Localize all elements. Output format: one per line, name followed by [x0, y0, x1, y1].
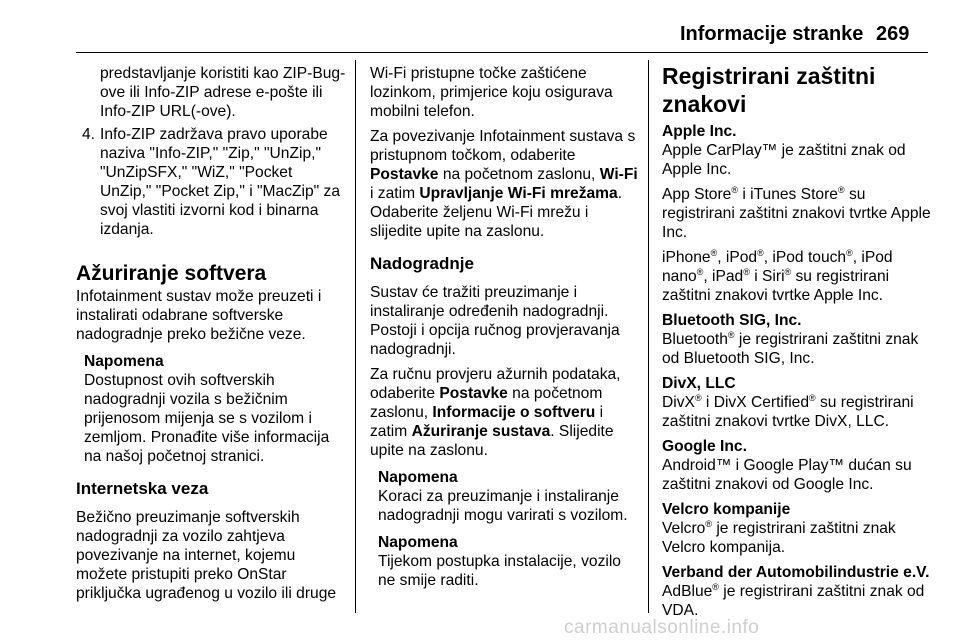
menu-ref-settings: Postavke: [370, 166, 439, 183]
note-text: Dostupnost ovih softverskih nadogradnji vozila s bežičnim prijenosom mijenja se s vozilom i zemljom. Pronađite više informacija na našoj početnoj stranici.: [84, 372, 330, 465]
watermark: carmanualsonline.info: [564, 617, 760, 638]
list-item-continued: predstavljanje koristiti kao ZIP-Bug-ove ili Info-ZIP adrese e-pošte ili Info-ZIP URL(-ove).: [100, 65, 346, 120]
note-title: Napomena: [378, 469, 458, 486]
menu-ref-wifi: Wi-Fi: [599, 166, 638, 183]
trademark-owner-google: Google Inc.: [662, 438, 747, 455]
list-item-text: Info-ZIP zadržava pravo uporabe naziva "Info-ZIP," "Zip," "UnZip," "UnZipSFX," "WiZ," "Pocket UnZip," "Pocket Zip," i "MacZip" za svoj vlastiti izvorni kod i binarna izdanja.: [100, 126, 340, 238]
column-divider-2: [648, 60, 649, 613]
trademark-owner-velcro: Velcro kompanije: [662, 501, 791, 518]
page-number: 269: [876, 23, 910, 45]
paragraph: Sustav će tražiti preuzimanje i instaliranje određenih nadogradnji. Postoji i opcija ručnog provjeravanja nadogradnji.: [370, 284, 620, 358]
trademark-owner-bluetooth: Bluetooth SIG, Inc.: [662, 312, 802, 329]
section-heading-software-update: Ažuriranje softvera: [76, 262, 267, 285]
subsection-heading-internet: Internetska veza: [76, 479, 209, 498]
menu-ref-settings: Postavke: [439, 385, 508, 402]
paragraph: iPhone®, iPod®, iPod touch®, iPod nano®, iPad® i Siri® su registrirani zaštitni znakovi tvrtke Apple Inc.: [662, 247, 893, 304]
paragraph: Velcro® je registrirani zaštitni znak Velcro kompanija.: [662, 518, 896, 556]
trademark-owner-divx: DivX, LLC: [662, 375, 736, 392]
paragraph: Wi-Fi pristupne točke zaštićene lozinkom, primjerice koju osigurava mobilni telefon.: [370, 65, 613, 120]
paragraph: Apple CarPlay™ je zaštitni znak od Apple Inc.: [662, 142, 906, 178]
column-2: [370, 64, 640, 590]
paragraph: Android™ i Google Play™ dućan su zaštitni znakovi od Google Inc.: [662, 457, 912, 493]
paragraph: Bluetooth® je registrirani zaštitni znak od Bluetooth SIG, Inc.: [662, 329, 919, 367]
column-1: [76, 64, 348, 603]
subsection-heading-updates: Nadogradnje: [370, 254, 474, 273]
paragraph-connect: Za povezivanje Infotainment sustava s pristupnom točkom, odaberite Postavke na početnom zaslonu, Wi-Fi i zatim Upravljanje Wi-Fi mrežama. Odaberite željenu Wi-Fi mrežu i slijedite upite na zaslonu.: [370, 128, 638, 240]
note-box: [370, 533, 640, 590]
list-item-4: [76, 125, 348, 239]
running-header-title: Informacije stranke: [680, 23, 864, 45]
menu-ref-software-info: Informacije o softveru: [432, 404, 596, 421]
trademark-owner-vda: Verband der Automobilindustrie e.V.: [662, 564, 930, 581]
header-rule: [76, 52, 928, 53]
paragraph: DivX® i DivX Certified® su registrirani zaštitni znakovi tvrtke DivX, LLC.: [662, 392, 914, 430]
column-divider-1: [355, 60, 356, 613]
paragraph: Infotainment sustav može preuzeti i instalirati odabrane softverske nadogradnje preko bežične veze.: [76, 288, 322, 343]
note-box: [76, 352, 348, 466]
column-3: [662, 64, 932, 620]
menu-ref-system-update: Ažuriranje sustava: [411, 423, 551, 440]
note-text: Tijekom postupka instalacije, vozilo ne smije raditi.: [378, 553, 621, 589]
note-title: Napomena: [84, 353, 164, 370]
note-title: Napomena: [378, 534, 458, 551]
paragraph-manual-check: Za ručnu provjeru ažurnih podataka, odaberite Postavke na početnom zaslonu, Informacije o softveru i zatim Ažuriranje sustava. Slijedite upite na zaslonu.: [370, 366, 621, 459]
note-text: Koraci za preuzimanje i instaliranje nadogradnji mogu varirati s vozilom.: [378, 488, 628, 524]
menu-ref-manage-wifi: Upravljanje Wi-Fi mrežama: [419, 185, 618, 202]
note-box: [370, 468, 640, 525]
section-heading-trademarks: Registrirani zaštitni znakovi: [662, 63, 876, 117]
trademark-owner-apple: Apple Inc.: [662, 123, 737, 140]
paragraph: App Store® i iTunes Store® su registrirani zaštitni znakovi tvrtke Apple Inc.: [662, 184, 931, 241]
paragraph: Bežično preuzimanje softverskih nadogradnji za vozilo zahtjeva povezivanje na internet, kojemu možete pristupiti preko OnStar priključka ugrađenog u vozilo ili druge: [76, 509, 337, 602]
list-number: 4.: [82, 126, 96, 143]
paragraph: AdBlue® je registrirani zaštitni znak od VDA.: [662, 581, 925, 619]
